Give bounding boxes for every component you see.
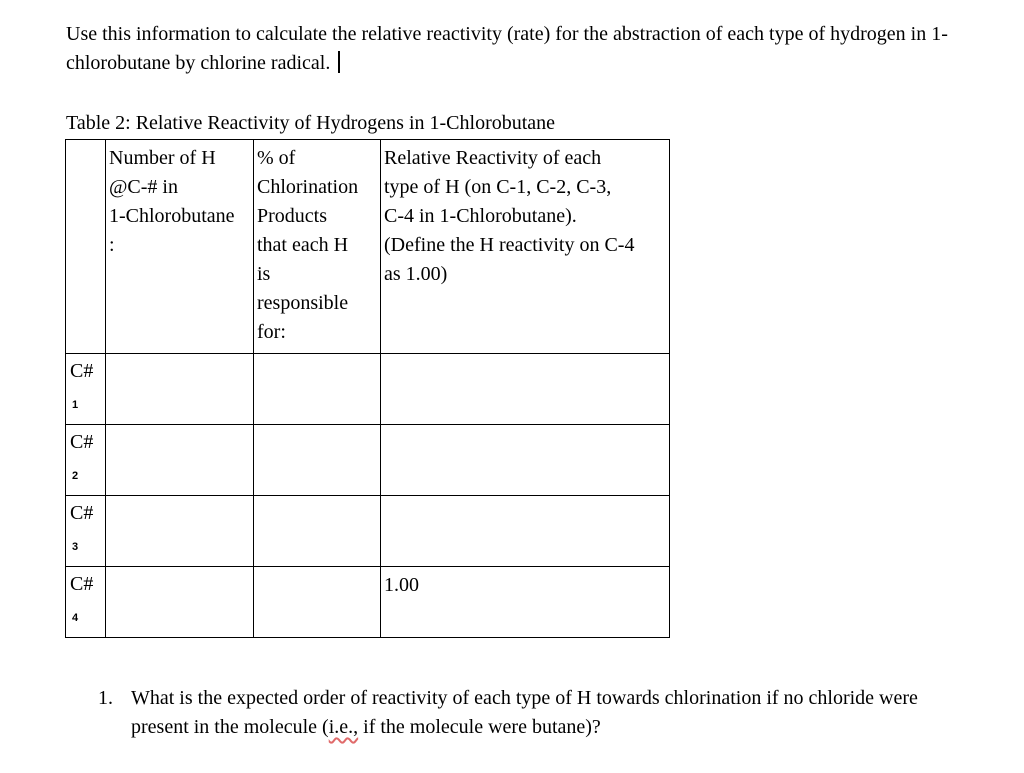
- question-text-start: What is the expected order of reactivity of each type of H towards chlorination if no chloride were present in the molecule (: [131, 687, 918, 738]
- text-cursor: [338, 51, 340, 73]
- row-carbon-number: 1: [72, 399, 79, 411]
- row-label: C#: [70, 573, 94, 595]
- row-carbon-number: 4: [72, 612, 79, 624]
- row-carbon-number: 3: [72, 541, 79, 553]
- row-label-cell: [66, 567, 106, 638]
- question-text: [131, 684, 921, 742]
- header-percent-chlorination-text: % of Chlorination Products that each H is responsible for:: [257, 147, 359, 343]
- spellcheck-flagged-word[interactable]: i.e.,: [328, 716, 359, 738]
- row-label: C#: [70, 360, 94, 382]
- percent-cell[interactable]: [254, 354, 381, 425]
- percent-cell[interactable]: [254, 567, 381, 638]
- reactivity-cell[interactable]: [381, 354, 670, 425]
- percent-cell[interactable]: [254, 425, 381, 496]
- intro-paragraph: [66, 20, 966, 78]
- row-label: C#: [70, 431, 94, 453]
- header-percent-chlorination[interactable]: [254, 140, 381, 354]
- header-relative-reactivity-text: Relative Reactivity of each type of H (on C-1, C-2, C-3, C-4 in 1-Chlorobutane). (Define the H reactivity on C-4 as 1.00): [384, 147, 635, 285]
- table-row: [66, 496, 670, 567]
- row-label-cell: [66, 354, 106, 425]
- number-h-cell[interactable]: [106, 425, 254, 496]
- question-text-end: if the molecule were butane)?: [358, 716, 601, 738]
- header-number-of-h[interactable]: [106, 140, 254, 354]
- row-label-cell: [66, 425, 106, 496]
- row-carbon-number: 2: [72, 470, 79, 482]
- reactivity-cell[interactable]: [381, 496, 670, 567]
- header-corner-cell: [66, 140, 106, 354]
- header-relative-reactivity[interactable]: [381, 140, 670, 354]
- table-row: [66, 567, 670, 638]
- intro-text: Use this information to calculate the relative reactivity (rate) for the abstraction of each type of hydrogen in 1-chlorobutane by chlorine radical.: [66, 23, 948, 74]
- number-h-cell[interactable]: [106, 354, 254, 425]
- reactivity-table: [65, 139, 670, 638]
- number-h-cell[interactable]: [106, 496, 254, 567]
- row-label-cell: [66, 496, 106, 567]
- percent-cell[interactable]: [254, 496, 381, 567]
- number-h-cell[interactable]: [106, 567, 254, 638]
- row-label: C#: [70, 502, 94, 524]
- header-number-of-h-text: Number of H @C-# in 1-Chlorobutane :: [109, 147, 235, 256]
- table-row: [66, 425, 670, 496]
- reactivity-cell[interactable]: 1.00: [381, 567, 670, 638]
- table-row: [66, 354, 670, 425]
- question-number: 1.: [98, 687, 113, 709]
- reactivity-cell[interactable]: [381, 425, 670, 496]
- table-header-row: [66, 140, 670, 354]
- table-caption: Table 2: Relative Reactivity of Hydrogens in 1-Chlorobutane: [66, 112, 556, 134]
